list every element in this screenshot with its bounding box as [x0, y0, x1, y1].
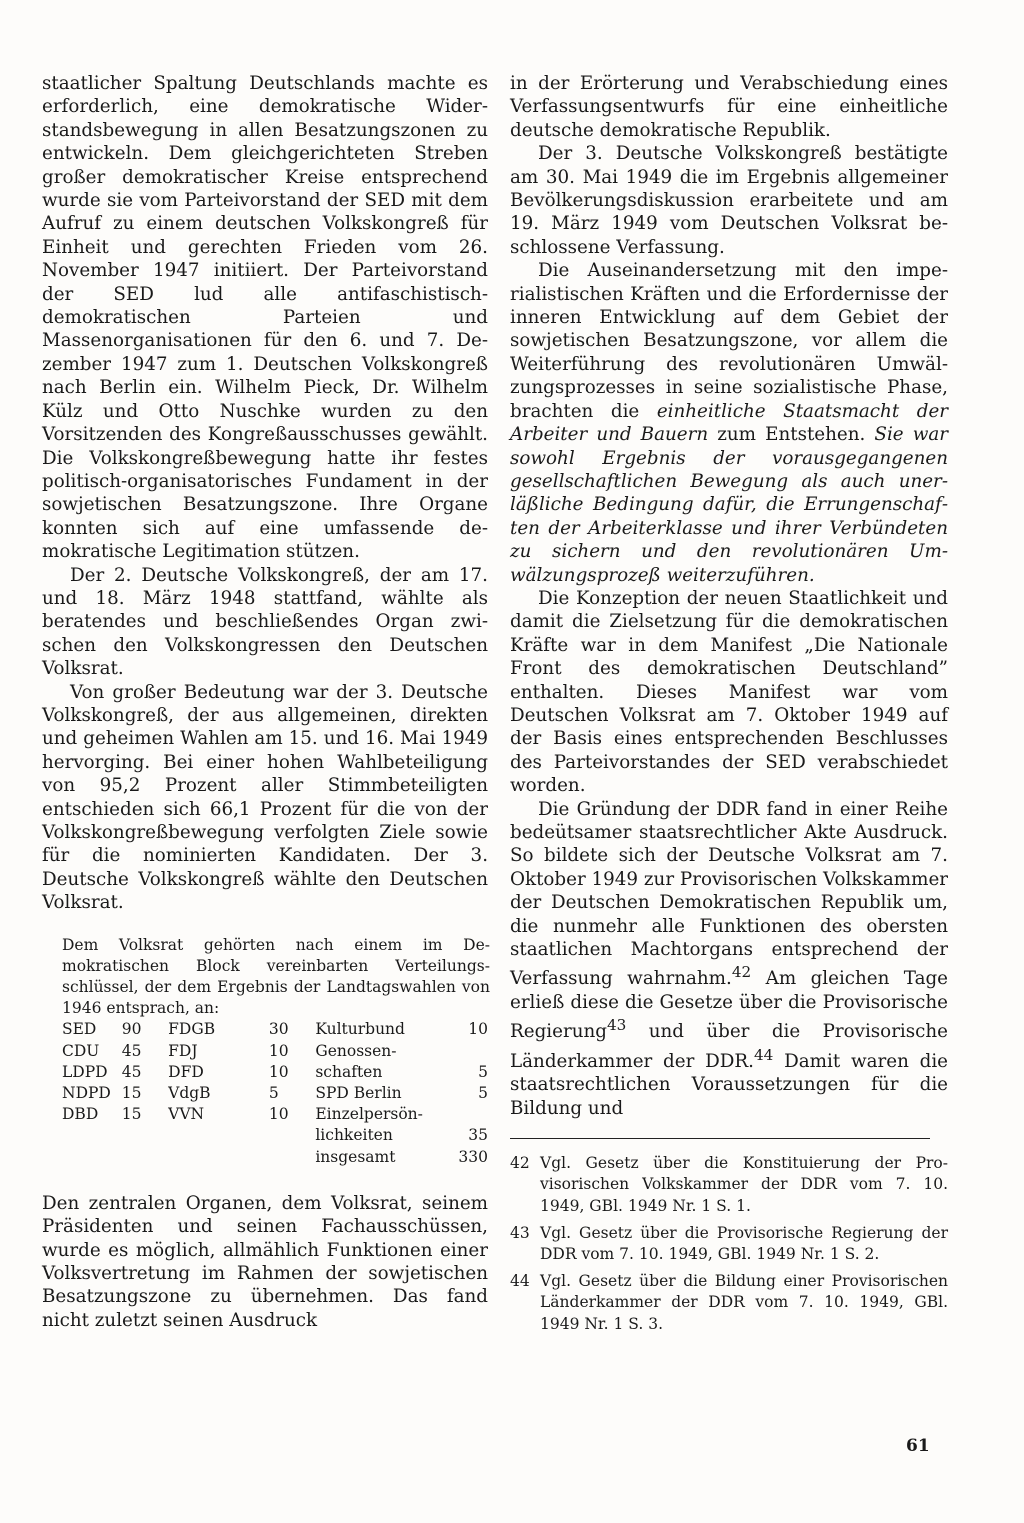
- volksrat-note: Dem Volksrat gehörten nach einem im Demokratischen Block vereinbarten Verteilungsschlüssel, der dem Ergebnis der Landtagswahlen von 1946 entsprach, an:: [62, 935, 490, 1018]
- paragraph: Den zentralen Organen, dem Volksrat, seinem Präsidenten und seinen Fachausschüssen, wurde es möglich, allmählich Funktionen einer Volksvertretung im Rahmen der sowjetischen Besatzungszone zu übernehmen. Das fand nicht zuletzt seinen Ausdruck: [42, 1192, 488, 1331]
- seat-count: 10: [468, 1020, 488, 1039]
- footnote-ref: 44: [753, 1045, 774, 1064]
- seat-row: [62, 1019, 488, 1040]
- left-column: [42, 72, 488, 1332]
- emphasis: einheitliche Staatsmacht der Arbeiter und Bauern: [510, 400, 949, 446]
- paragraph: staatlicher Spaltung Deutschlands machte es erforderlich, eine demokratische Widerstandsbewegung in allen Besatzungszonen zu entwickeln. Dem gleichgerichteten Streben großer demokratischer Kreise entsprechend wurde sie vom Parteivorstand der SED mit dem Aufruf zu einem deutschen Volkskongreß für Einheit und gerechten Frieden vom 26. November 1947 initiiert. Der Parteivorstand der SED lud alle antifaschistisch-demokratischen Parteien und Massenorganisationen für den 6. und 7. Dezember 1947 zum 1. Deutschen Volkskongreß nach Berlin ein. Wilhelm Pieck, Dr. Wilhelm Külz und Otto Nuschke wurden zu den Vorsitzenden des Kongreßausschusses gewählt. Die Volkskongreßbewegung hatte ihr festes politisch-organisatorisches Fundament in der sowjetischen Besatzungszone. Ihre Organe konnten sich auf eine umfassende demokratische Legitimation stützen.: [42, 73, 488, 563]
- party-name: [62, 1125, 122, 1146]
- seat-count: [453, 1104, 488, 1125]
- footnote: [510, 1153, 948, 1217]
- paragraph: Von großer Bedeutung war der 3. Deutsche Volkskongreß, der aus allgemeinen, direkten und geheimen Wahlen am 15. und 16. Mai 1949 hervorging. Bei einer hohen Wahlbeteiligung von 95,2 Prozent aller Stimmbeteiligten entschieden sich 66,1 Prozent für die von der Volkskongreßbewegung verfolgten Ziele sowie für die nominierten Kandidaten. Der 3. Deutsche Volkskongreß wählte den Deutschen Volksrat.: [42, 681, 488, 914]
- seat-count: 45: [121, 1062, 142, 1081]
- seat-count: 5: [268, 1084, 279, 1103]
- party-name: FDJ: [168, 1041, 198, 1060]
- footnote-text: Vgl. Gesetz über die Bildung einer Provisorischen Länderkammer der DDR vom 7. 10. 1949, GBl. 1949 Nr. 1 S. 3.: [540, 1272, 948, 1333]
- party-name: schaften: [315, 1062, 383, 1081]
- seat-count: 5: [478, 1084, 488, 1103]
- paragraph: Der 3. Deutsche Volkskongreß bestätigte am 30. Mai 1949 die im Ergebnis allgemeiner Bevölkerungsdiskussion erarbeitete und am 19. März 1949 vom Deutschen Volksrat beschlossene Verfassung.: [510, 143, 948, 258]
- party-name: [168, 1125, 269, 1146]
- text-run: und über die Provisorische Länderkammer der DDR.: [510, 1021, 948, 1072]
- emphasis: Sie war sowohl Ergebnis der vorausgegangenen gesellschaftlichen Bewegung als auch unerläßliche Bedingung dafür, die Errungenschaften der Arbeiterklasse und ihrer Verbündeten zu sichern und den revolutionären Umwälzungsprozeß weiterzuführen.: [510, 424, 949, 586]
- seat-row: [62, 1083, 488, 1104]
- text-run: Die Auseinandersetzung mit den imperialistischen Kräften und die Erfordernisse der inneren Entwicklung auf dem Gebiet der sowjetischen Besatzungszone, vor allem die Weiterführung des revolutionären Umwälzungsprozesses in seine sozialistische Phase, brachten die: [510, 260, 948, 422]
- text-run: Am gleichen Tage erließ diese die Gesetze über die Provisorische Regierung: [510, 968, 948, 1043]
- paragraph: [510, 798, 948, 1121]
- paragraph: Die Konzeption der neuen Staatlichkeit und damit die Zielsetzung für die demokratischen Kräfte war in dem Manifest „Die Nationale Front des demokratischen Deutschland” enthalten. Dieses Manifest war vom Deutschen Volksrat am 7. Oktober 1949 auf der Basis eines entsprechenden Beschlusses des Parteivorstandes der SED verabschiedet worden.: [510, 587, 948, 797]
- footnote-ref: 42: [731, 963, 752, 982]
- party-name: SED: [62, 1020, 97, 1039]
- footnote-number: 43: [510, 1223, 530, 1242]
- seat-count: 10: [268, 1062, 289, 1081]
- seat-count: 5: [478, 1062, 488, 1081]
- footnote-text: Vgl. Gesetz über die Provisorische Regierung der DDR vom 7. 10. 1949, GBl. 1949 Nr. 1 S. 2.: [540, 1223, 948, 1263]
- party-name: VdgB: [168, 1084, 211, 1103]
- footnote-ref: 43: [606, 1016, 627, 1035]
- seat-count: 10: [268, 1105, 289, 1124]
- seat-count: [122, 1125, 168, 1146]
- footnote: [510, 1271, 948, 1335]
- seat-row: [62, 1125, 488, 1146]
- seat-count: [122, 1147, 168, 1168]
- seat-count: [269, 1147, 315, 1168]
- seat-row: [62, 1104, 488, 1125]
- seat-count: 10: [268, 1041, 289, 1060]
- seat-count: [453, 1041, 488, 1062]
- footnote-text: Vgl. Gesetz über die Konstituierung der Provisorischen Volkskammer der DDR vom 7. 10. 1949, GBl. 1949 Nr. 1 S. 1.: [540, 1154, 948, 1215]
- party-name: CDU: [62, 1041, 100, 1060]
- party-name: Kulturbund: [315, 1020, 405, 1039]
- text-run: Damit waren die staatsrechtlichen Voraussetzungen für die Bildung und: [510, 1050, 948, 1119]
- seat-count: 15: [121, 1084, 142, 1103]
- party-name: [168, 1147, 269, 1168]
- footnote-number: 42: [510, 1154, 530, 1173]
- party-name: SPD Berlin: [315, 1084, 402, 1103]
- party-name: Einzelpersön-: [315, 1105, 423, 1124]
- party-name: lichkeiten: [315, 1126, 393, 1145]
- footnote-divider: [510, 1138, 930, 1139]
- text-run: Die Gründung der DDR fand in einer Reihe bedeütsamer staatsrechtlicher Akte Ausdruck. So bildete sich der Deutsche Volksrat am 7. Oktober 1949 zur Provisorischen Volkskammer der Deutschen Demokratischen Republik um, die nunmehr alle Funktionen des obersten staatlichen Machtorgans entsprechend der Verfassung wahrnahm.: [510, 798, 948, 990]
- party-name: Genossen-: [315, 1041, 397, 1060]
- party-name: insgesamt: [315, 1147, 396, 1166]
- party-name: VVN: [168, 1105, 205, 1124]
- seat-count: 30: [268, 1020, 289, 1039]
- seat-count: 15: [121, 1105, 142, 1124]
- seat-count: 330: [458, 1147, 488, 1166]
- paragraph: in der Erörterung und Verabschiedung eines Verfassungsentwurfs für eine einheitliche deutsche demokratische Republik.: [510, 73, 948, 141]
- seat-distribution-table: [62, 1019, 488, 1167]
- paragraph: [510, 259, 948, 587]
- seat-count: 90: [121, 1020, 142, 1039]
- seat-row: [62, 1041, 488, 1062]
- paragraph: Der 2. Deutsche Volkskongreß, der am 17. und 18. März 1948 stattfand, wählte als beratendes und beschließendes Organ zwischen den Volkskongressen den Deutschen Volksrat.: [42, 564, 488, 680]
- party-name: LDPD: [62, 1062, 108, 1081]
- text-run: zum Entstehen.: [717, 424, 866, 446]
- seat-count: 45: [121, 1041, 142, 1060]
- seat-count: [269, 1125, 315, 1146]
- party-name: NDPD: [62, 1084, 111, 1103]
- footnote: [510, 1223, 948, 1265]
- page-number: 61: [906, 1436, 930, 1456]
- party-name: FDGB: [168, 1020, 216, 1039]
- right-column: [510, 72, 948, 1341]
- seat-count: 35: [468, 1126, 488, 1145]
- seat-row: [62, 1147, 488, 1168]
- footnote-number: 44: [510, 1272, 530, 1291]
- seat-row: [62, 1062, 488, 1083]
- party-name: DBD: [62, 1105, 99, 1124]
- party-name: DFD: [168, 1062, 204, 1081]
- party-name: [62, 1147, 122, 1168]
